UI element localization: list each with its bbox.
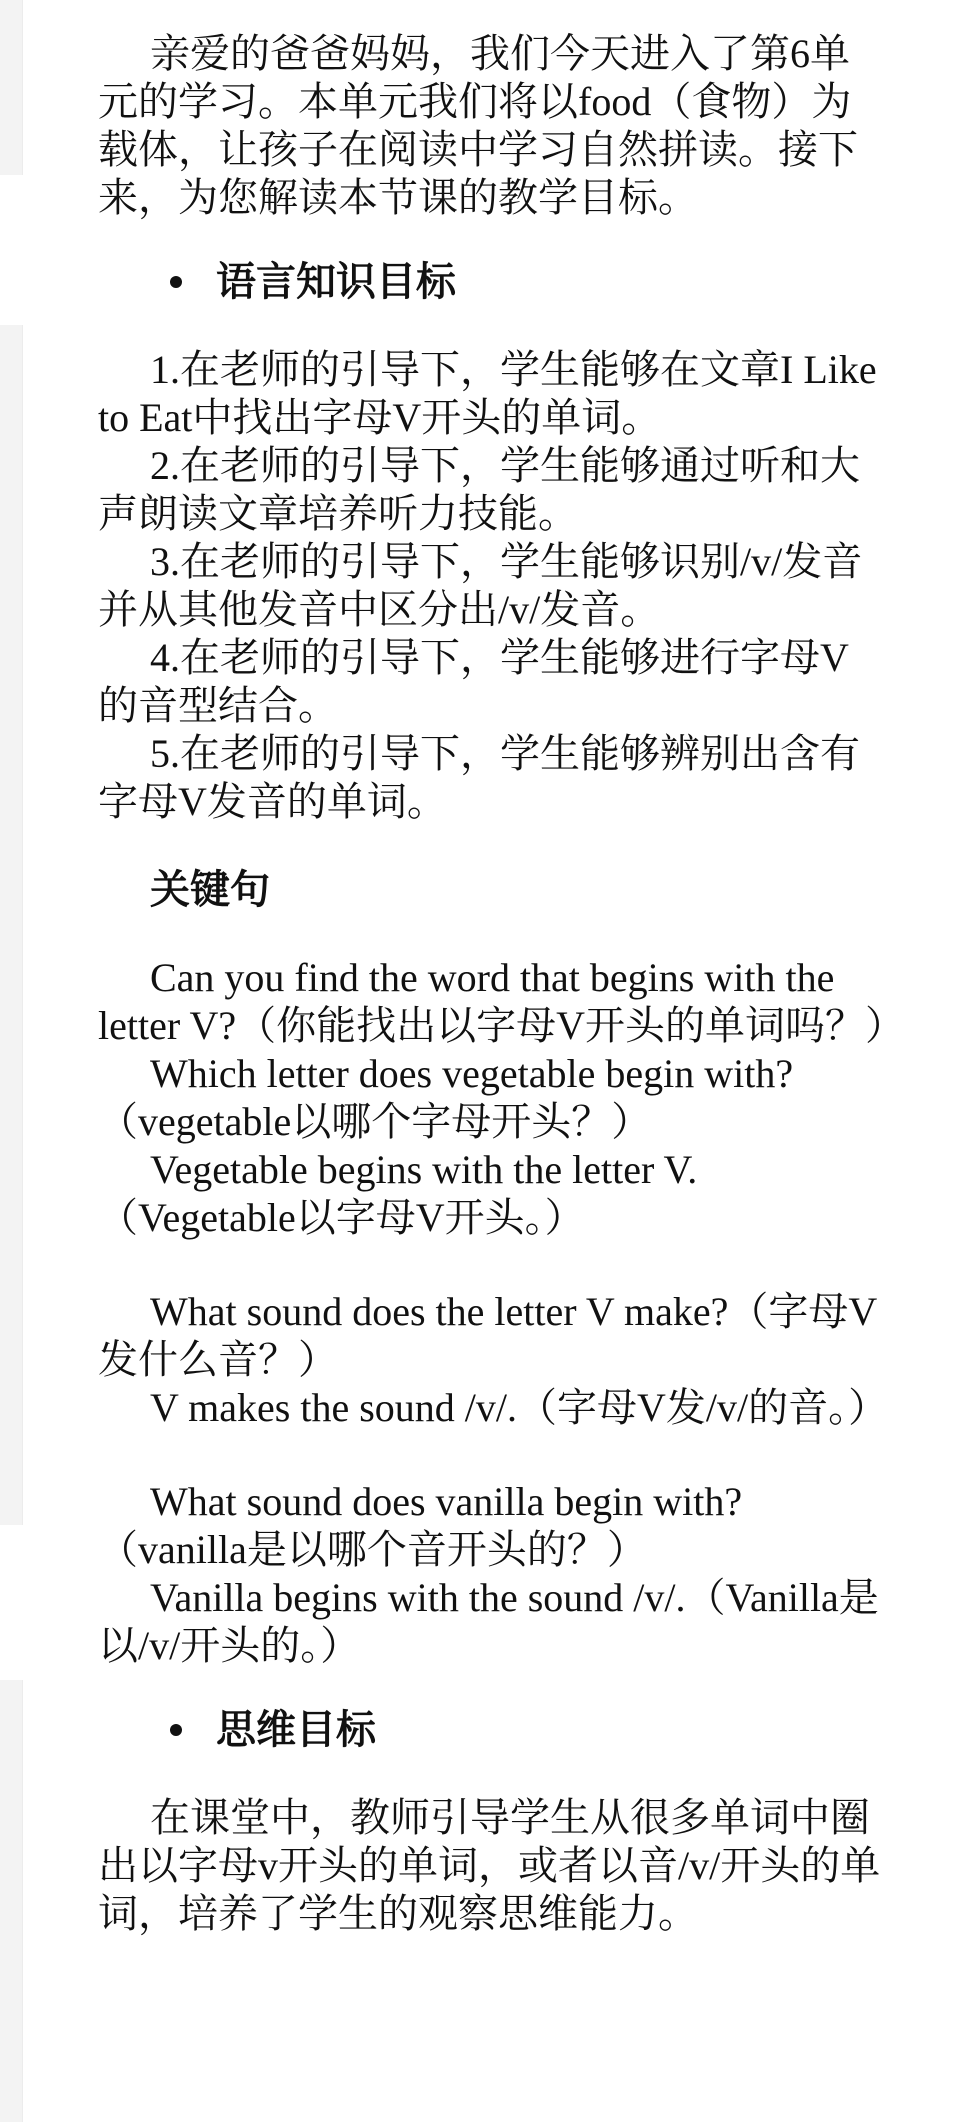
bullet-icon <box>170 276 182 288</box>
spacer <box>98 1432 888 1478</box>
language-goals-heading <box>98 258 888 306</box>
gutter-block <box>0 0 23 175</box>
key-sentence: Vanilla begins with the sound /v/.（Vanilla是以/v/开头的。） <box>98 1575 879 1668</box>
thinking-goals-paragraph: 在课堂中，教师引导学生从很多单词中圈出以字母v开头的单词，或者以音/v/开头的单词，培养了学生的观察思维能力。 <box>98 1795 881 1936</box>
document-body <box>98 30 905 1938</box>
goal-item: 4.在老师的引导下，学生能够进行字母V的音型结合。 <box>98 635 849 728</box>
thinking-goals-heading-text: 思维目标 <box>216 1707 376 1753</box>
key-sentence: Which letter does vegetable begin with?（vegetable以哪个字母开头？） <box>98 1051 794 1144</box>
key-sentence: Can you find the word that begins with the letter V?（你能找出以字母V开头的单词吗？） <box>98 955 905 1048</box>
goal-item: 3.在老师的引导下，学生能够识别/v/发音并从其他发音中区分出/v/发音。 <box>98 539 863 632</box>
intro-paragraph: 亲爱的爸爸妈妈，我们今天进入了第6单元的学习。本单元我们将以food（食物）为载体，让孩子在阅读中学习自然拼读。接下来，为您解读本节课的教学目标。 <box>98 31 858 220</box>
left-gutter <box>0 0 34 2122</box>
key-sentence: Vegetable begins with the letter V.（Vegetable以字母V开头。） <box>98 1147 698 1240</box>
key-sentence: V makes the sound /v/.（字母V发/v/的音。） <box>150 1385 889 1430</box>
language-goals-heading-text: 语言知识目标 <box>216 259 456 305</box>
spacer <box>98 1242 888 1288</box>
bullet-icon <box>170 1724 182 1736</box>
key-sentences-heading: 关键句 <box>150 867 270 913</box>
goal-item: 5.在老师的引导下，学生能够辨别出含有字母V发音的单词。 <box>98 731 860 824</box>
key-sentence: What sound does vanilla begin with?（vanilla是以哪个音开头的？） <box>98 1479 743 1572</box>
key-sentence: What sound does the letter V make?（字母V发什么音？） <box>98 1289 878 1382</box>
goal-item: 2.在老师的引导下，学生能够通过听和大声朗读文章培养听力技能。 <box>98 443 860 536</box>
gutter-block <box>0 1680 23 2122</box>
goal-item: 1.在老师的引导下，学生能够在文章I Like to Eat中找出字母V开头的单词。 <box>98 347 877 440</box>
gutter-block <box>0 325 23 1525</box>
thinking-goals-heading <box>98 1706 888 1754</box>
